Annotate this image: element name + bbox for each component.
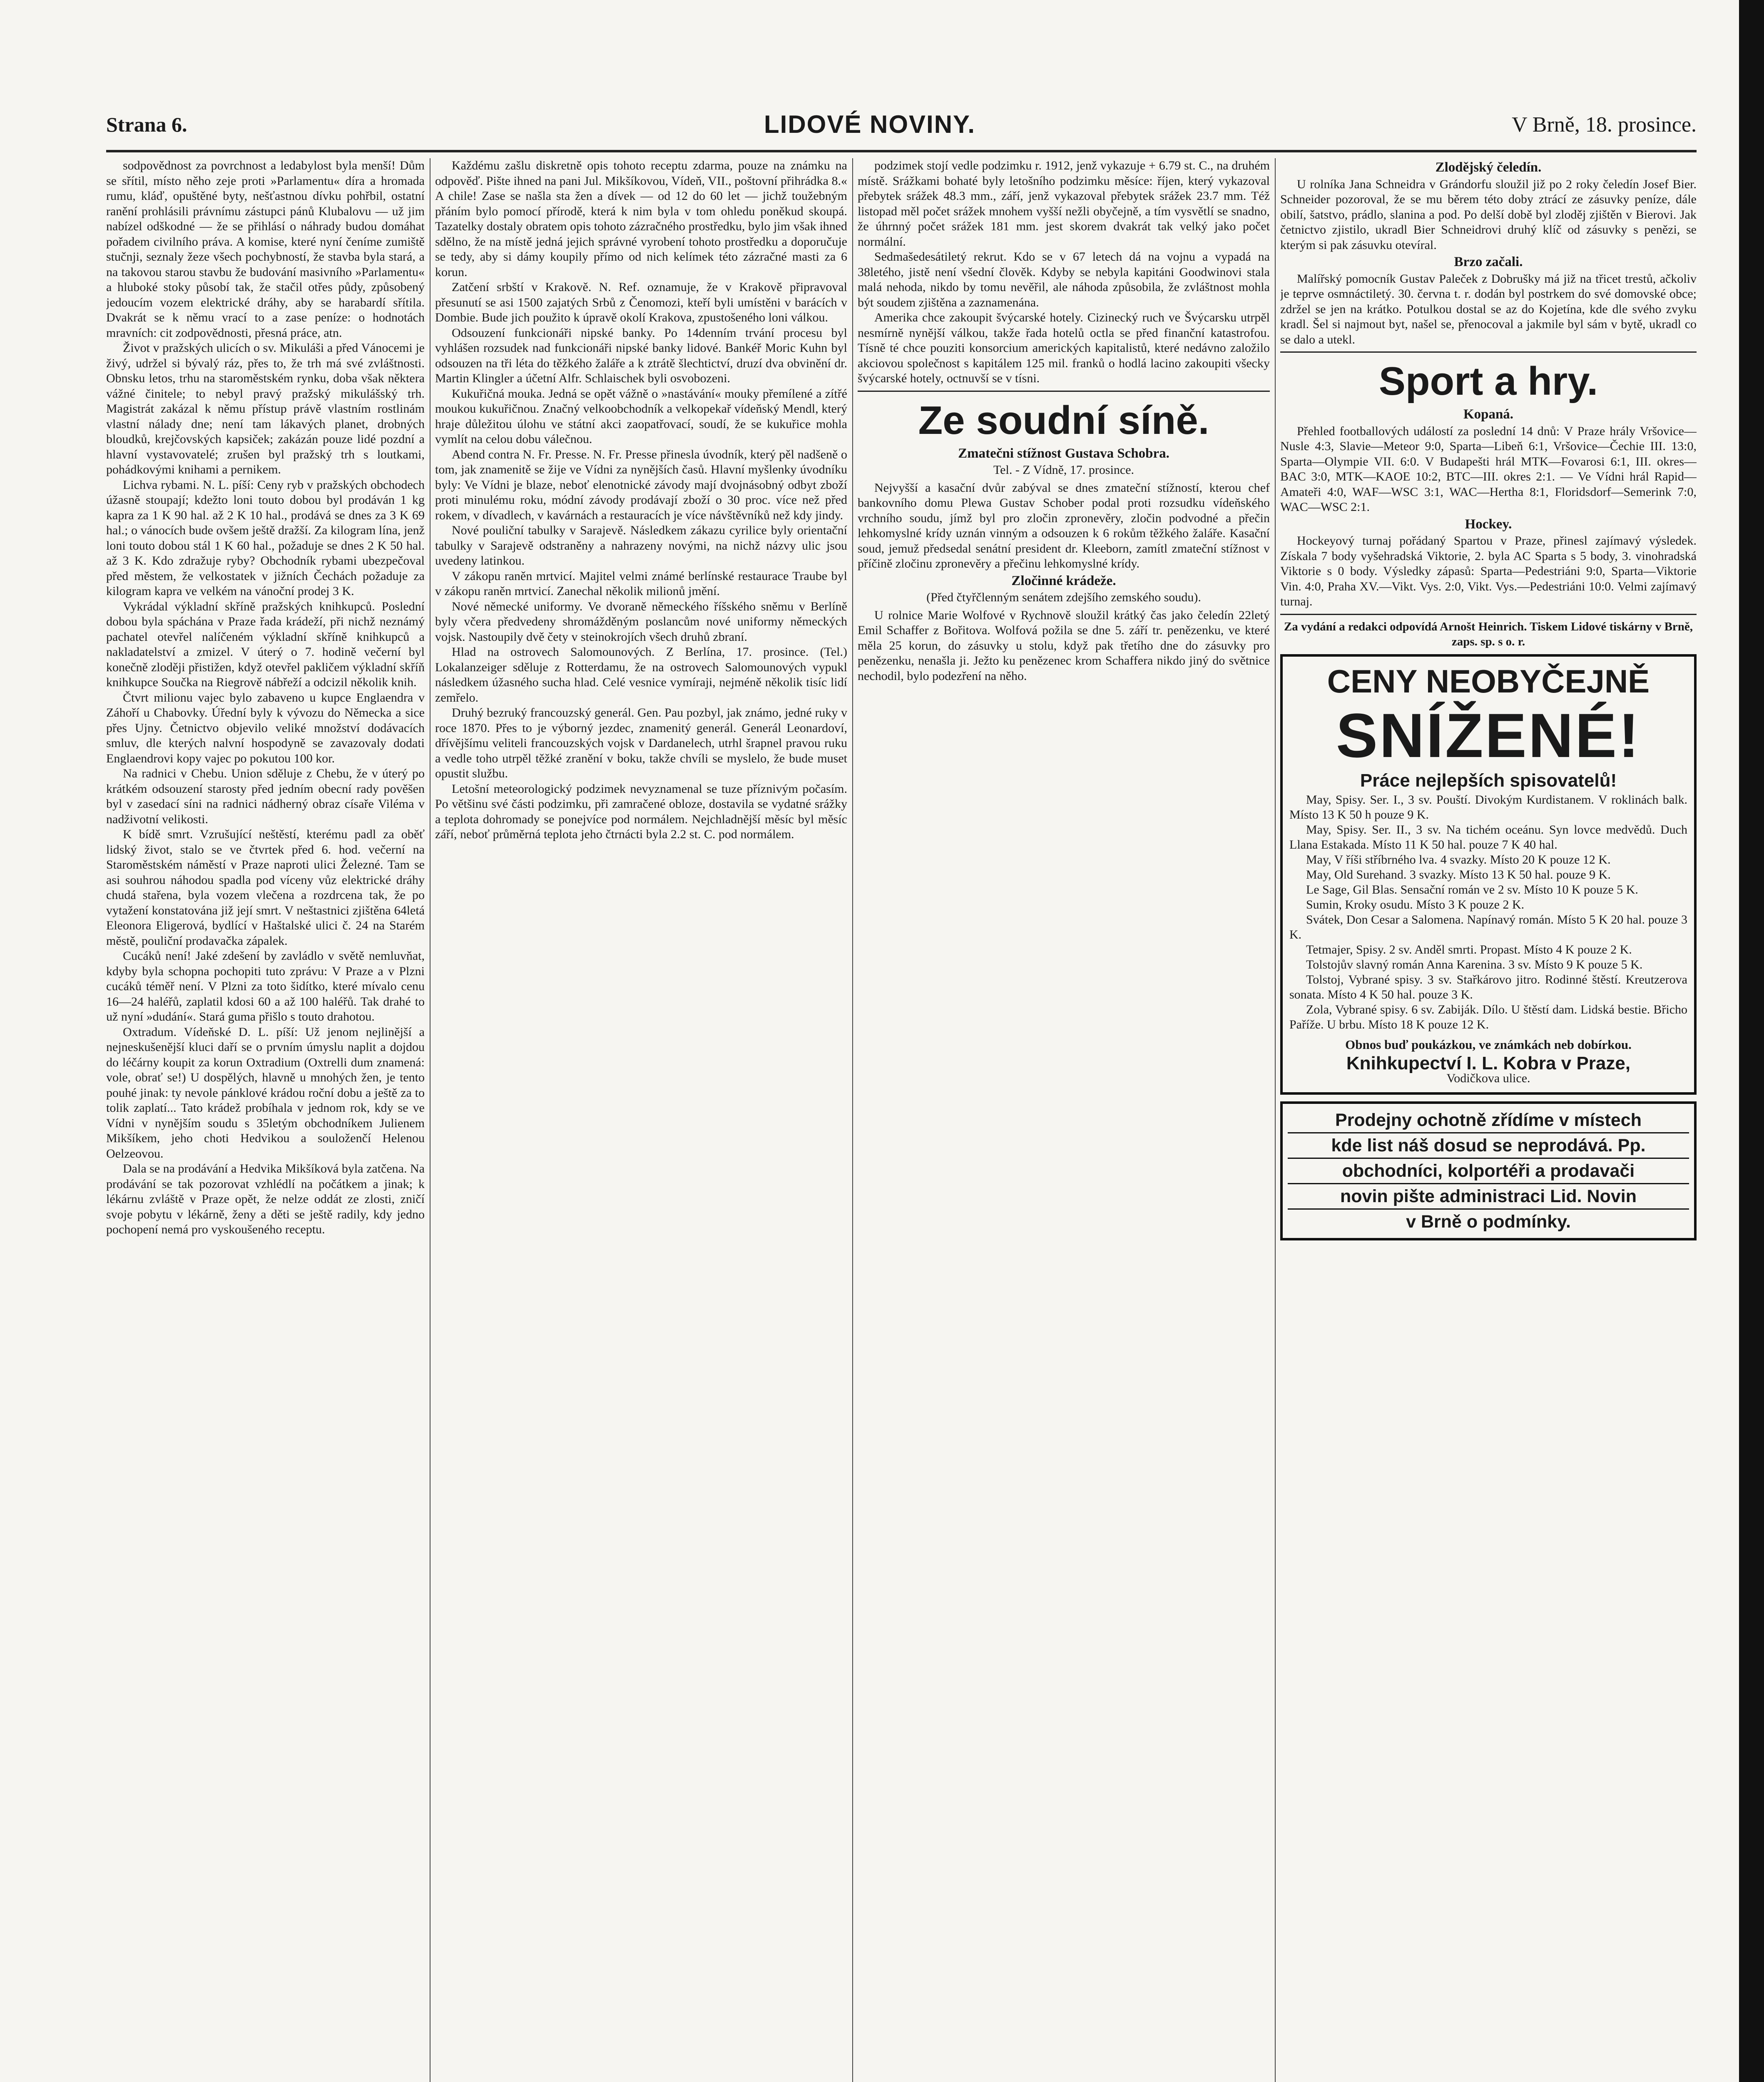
ad-headline-big: SNÍŽENÉ! bbox=[1336, 700, 1641, 770]
article-paragraph: Dala se na prodávání a Hedvika Mikšíková byla zatčena. Na prodávání se tak pozorovat vzhlédlí na počátkem a jinak; k lékárnu zvláště v Praze opět, že nelze oddát ze zlosti, zničí svoje pobytu v lékárně, ženy a děti se ještě radily, kdy jedno pochopení nemá pro vyskoušeného receptu. bbox=[106, 1162, 425, 1236]
vendor-ad-line: kde list náš dosud se neprodává. Pp. bbox=[1288, 1133, 1689, 1159]
article-paragraph: Nové pouliční tabulky v Sarajevě. Následkem zákazu cyrilice byly orientační tabulky v Sarajevě odstraněny a nahrazeny novými, na nichž názvy ulic jsou uvedeny latinkou. bbox=[435, 523, 847, 568]
page-header bbox=[106, 112, 1697, 152]
case-dateline: Tel. - Z Vídně, 17. prosince. bbox=[993, 463, 1135, 477]
ad-item: May, Spisy. Ser. I., 3 sv. Pouští. Divokým Kurdistanem. V roklinách balk. Místo 13 K 50 h pouze 9 K. bbox=[1289, 793, 1687, 822]
article-paragraph: Hockeyový turnaj pořádaný Spartou v Praze, přinesl zajímavý výsledek. Získala 7 body vyšehradská Viktorie, 2. byla AC Sparta s 5 body, 3. vinohradská Viktorie s 0 body. Výsledky zápasů: Sparta—Pedestriáni 9:0, Sparta—Viktorie Vin. 4:0, Praha XV.—Vikt. Vys. 2:0, Vikt. Vys.—Pedestriáni 10:0. Velmi zajímavý turnaj. bbox=[1280, 534, 1697, 608]
column-3 bbox=[858, 158, 1270, 2082]
article-title: Kopaná. bbox=[1463, 407, 1514, 422]
ad-item: Tolstoj, Vybrané spisy. 3 sv. Stařkárovo jitro. Rodinné štěstí. Kreutzerova sonata. Místo 4 K 50 hal. pouze 3 K. bbox=[1289, 973, 1687, 1001]
column-divider bbox=[852, 158, 853, 2082]
article-paragraph: V zákopu raněn mrtvicí. Majitel velmi známé berlínské restaurace Traube byl v zákopu raněn mrtvicí. Zanechal několik milionů jmění. bbox=[435, 569, 847, 598]
page-edge bbox=[1739, 0, 1764, 2082]
article-paragraph: Život v pražských ulicích o sv. Mikuláši a před Vánocemi je živý, udržel si bývalý ráz, přes to, že trh má své zvláštnosti. Obnsku letos, trhu na staroměstském rynku, doba však některa vážné činitele; to nebyl pravý pražský mikulášský trh. Magistrát zakázal k němu přístup právě vlastním rostlinám vlastní nálady dne; není tam lákavých planet, drobných bloudků, krejčovských kapsiček; zakázán pouze lidé pozdní a hlavní vystavovatelé; zrušen byl pražský trh s loutkami, pohádkovými knihami a pernikem. bbox=[106, 341, 425, 476]
ad-subtitle: Práce nejlepších spisovatelů! bbox=[1360, 770, 1617, 791]
article-paragraph: Hlad na ostrovech Salomounových. Z Berlína, 17. prosince. (Tel.) Lokalanzeiger sděluje z Rotterdamu, že na ostrovech Salomounových vypukl následkem úžasného sucha hlad. Celé vesnice vymíraji, nejméně několik tisíc lidí zemřelo. bbox=[435, 645, 847, 705]
section-rule bbox=[1280, 351, 1697, 353]
page-number: Strana 6. bbox=[106, 113, 187, 136]
header-rule bbox=[106, 150, 1697, 152]
article-paragraph: Na radnici v Chebu. Union sděluje z Chebu, že v úterý po krátkém odsouzení starosty před jedním obecní rady pověšen byl v zasedací síni na radnici nádherný obraz císaře Viléma v nadživotní velikosti. bbox=[106, 767, 425, 826]
case-title: Zmatečni stížnost Gustava Schobra. bbox=[958, 446, 1169, 461]
ad-payment-note: Obnos buď poukázkou, ve známkách neb dobírkou. bbox=[1345, 1037, 1632, 1052]
article-paragraph: sodpovědnost za povrchnost a ledabylost byla menší! Dům se sřítil, místo něho zeje proti »Parlamentu« díra a hromada rumu, kláď, opuštěné byty, nešťastnou dívku pohřbil, ostatní ranění prohlásili právnímu zástupci pánů Klubalovu — už jim nabízel odškodné — že se přihlásí o náhrady budou domáhat pořadem civilního práva. A komise, které nyní čeníme zumiště stučnji, seznaly žeze všech pochybností, že stavba byla stará, a na takovou starou stavbu že budování masivního »Parlamentu« a hluboké stoky působí tak, že stačil otřes půdy, způsobený jedoucím vozem elektrické dráhy, aby se harabardí sřítila. Dvakrát se k němu vrací to a zase peníze: o hodnotách mravních: cit zodpovědnosti, přesná práce, atn. bbox=[106, 159, 425, 340]
case-dateline: (Před čtyřčlenným senátem zdejšího zemského soudu). bbox=[926, 590, 1201, 604]
column-divider bbox=[1275, 158, 1276, 2082]
vendor-ad bbox=[1280, 1101, 1697, 1240]
masthead: LIDOVÉ NOVINY. bbox=[764, 110, 976, 138]
ad-headline: CENY NEOBYČEJNĚ bbox=[1327, 662, 1650, 700]
vendor-ad-line: v Brně o podmínky. bbox=[1406, 1211, 1571, 1232]
section-rule bbox=[1280, 614, 1697, 615]
ad-item: Sumin, Kroky osudu. Místo 3 K pouze 2 K. bbox=[1306, 898, 1525, 911]
column-4 bbox=[1280, 158, 1697, 2082]
imprint: Za vydání a redakci odpovídá Arnošt Heinrich. Tiskem Lidové tiskárny v Brně, zaps. sp. s o. r. bbox=[1284, 620, 1693, 648]
ad-item: Tetmajer, Spisy. 2 sv. Anděl smrti. Propast. Místo 4 K pouze 2 K. bbox=[1306, 943, 1632, 956]
column-2 bbox=[435, 158, 847, 2082]
case-title: Zločinné krádeže. bbox=[1011, 573, 1116, 588]
article-paragraph: Odsouzení funkcionáři nipské banky. Po 14denním trvání procesu byl vyhlášen rozsudek nad funkcionáři nipské banky lidové. Bankéř Moric Kuhn byl odsouzen na tři léta do těžkého žaláře a k ztrátě šlechtictví, druzí dva obvinění dr. Martin Klingler a účetní Alfr. Schlaischek byli osvobozeni. bbox=[435, 326, 847, 385]
article-paragraph: Malířský pomocník Gustav Paleček z Dobrušky má již na třicet trestů, ačkoliv je teprve osmnáctiletý. 30. června t. r. dodán byl postrkem do své domovské obce; zdržel se jen na krátko. Potulkou dostal se az do Kojetína, kde dle svého zvyku kradl. Šel si najmout byt, našel se, přenocoval a jakmile byl sám v bytě, ukradl co se dalo a utekl. bbox=[1280, 271, 1697, 346]
article-paragraph: Každému zašlu diskretně opis tohoto receptu zdarma, pouze na známku na odpověď. Pište ihned na pani Jul. Mikšíkovou, Vídeň, VII., poštovní přihrádka 8.« A chile! Zase se našla sta žen a dívek — od 12 do 60 let — jichž toužebným přáním bylo pomocí přírodě, která k nim byla v tom ohledu poněkud skoupá. Tazatelky dostaly obratem opis tohoto zázračného prostředku, bylo jim však ihned sdělno, že na místě jedná jejich správné vyrobení tohoto prostředku a doporučuje se tedy, aby si dámy koupily přímo od nich kelímek této zázračné masti za 6 korun. bbox=[435, 159, 847, 279]
article-paragraph: Sedmašedesátiletý rekrut. Kdo se v 67 letech dá na vojnu a vypadá na 38letého, jistě není všední člověk. Kdyby se nebyla kapitáni Goodwinovi stala malá nehoda, nikdo by tomu nevěřil, ale náhoda způsobila, že zvláštnost mohla být soudem zjištěna a zaznamenána. bbox=[858, 250, 1270, 309]
article-paragraph: Zatčení srbští v Krakově. N. Ref. oznamuje, že v Krakově připravoval přesunutí se asi 1500 zajatých Srbů z Čenomozi, kteří byli umístěni v barácích v Dombie. Bude jich použito k úpravě okolí Krakova, zpustošeného loni válkou. bbox=[435, 280, 847, 324]
article-paragraph: Cucáků není! Jaké zdešení by zavládlo v světě nemluvňat, kdyby byla schopna pochopiti tuto zprávu: V Praze a v Plzni cucáků téměř není. V Plzni za toto šidítko, které mívalo cenu 16—24 haléřů, zaplatil kdosi 60 a až 100 haléřů. Tak drahé to už nyní »dudání«. Stará guma přišlo s touto drahotou. bbox=[106, 949, 425, 1024]
column-1 bbox=[106, 158, 425, 2082]
ad-item: Tolstojův slavný román Anna Karenina. 3 sv. Místo 9 K pouze 5 K. bbox=[1306, 958, 1643, 971]
ad-item: Le Sage, Gil Blas. Sensační román ve 2 sv. Místo 10 K pouze 5 K. bbox=[1306, 883, 1638, 897]
article-paragraph: Čtvrt milionu vajec bylo zabaveno u kupce Englaendra v Záhoří u Chabovky. Úřední byly k vývozu do Německa a sice přes Ujny. Četnictvo objevilo veliké množství dodávacích smluv, dle kterých nalvní hospodyně se zavazovaly dodati Englaendrovi kopy vajec po pokutou 100 kor. bbox=[106, 690, 425, 765]
article-paragraph: Kukuřičná mouka. Jedná se opět vážně o »nastávání« mouky přemílené a zítřé moukou kukuřičnou. Značný velkoobchodník a velkopekař vídeňský Mendl, který hraje důležitou úlohu ve státní akci zaopatřovací, soudí, že se kukuřice mohla vymlít na celou dobu válečnou. bbox=[435, 386, 847, 446]
article-paragraph: Letošní meteorologický podzimek nevyznamenal se tuze příznivým počasím. Po většinu své části podzimku, při zamračené obloze, dostavila se vydatné srážky a teplota dohromady se ponejvíce pod normálem. Nejchladnější měsíc byl měsíc září, neboť průměrná teplota jeho čtrnácti byla 2.2 st. C. pod normálem. bbox=[435, 782, 847, 841]
article-paragraph: Druhý bezruký francouzský generál. Gen. Pau pozbyl, jak známo, jedné ruky v roce 1870. Přes to je výborný jezdec, znamenitý generál. Generál Leonardoví, dřívějšímu veliteli francouzských vojsk v Dardanelech, utrhl šrapnel pravou ruku a vedle toho utrpěl těžké zranění v boku, takže chvíli se myslelo, že bude muset opustit službu. bbox=[435, 706, 847, 780]
article-paragraph: Vykrádal výkladní skříně pražských knihkupců. Poslední dobou byla spáchána v Praze řada krádeží, při nichž neznámý pachatel otevřel nalíčeném výkladní skříně knihkupců a nakladatelství a zmizel. V úterý o 7. hodině večerní byl konečně zloději přistižen, když otevřel pakličem výkladní skříň knihkupce Součka na Riegrově nábřeží a odcizil několik knih. bbox=[106, 599, 425, 689]
article-paragraph: U rolnice Marie Wolfové v Rychnově sloužil krátký čas jako čeledín 22letý Emil Schaffer z Bořitova. Wolfová požila se dne 5. září tr. penězenku, ve které měla 25 korun, do zásuvky u stolu, když pak třetího dne do zásuvky pro penězenku, nenašla ji. Ježto ku penězenec krom Schaffera nikdo jiný do světnice nechodil, bylo podezření na něho. bbox=[858, 608, 1270, 683]
article-paragraph: Abend contra N. Fr. Presse. N. Fr. Presse přinesla úvodník, který pěl nadšeně o tom, jak znamenitě se žije ve Vídni za nynějších časů. Hlavní myšlenky úvodníku byly: Ve Vídni je blaze, neboť elenotnické závody mají dvojnásobný odbyt zboží proti minulému roku, módní závody prodávají zboží o 30 proc. více než před rokem, v dívadlech, v kavárnách a restauracích je více návštěvníků než kdy jindy. bbox=[435, 447, 847, 522]
article-paragraph: Přehled footballových událostí za poslední 14 dnů: V Praze hrály Vršovice—Nusle 4:3, Slavie—Meteor 9:0, Sparta—Libeň 6:1, Vršovice—Čechie III. 13:0, Sparta—Olympie VII. 6:0. V Budapešti hrál MTK—Fovarosi 6:1, III. okres—BAC 3:0, MTK—KAOE 10:2, BTC—III. okres 2:1. — Ve Vídni hrál Rapid—Amateři 4:0, WAF—WSC 3:1, WAC—Hertha 8:1, Floridsdorf—Semerink 7:0, WAC—WSC 2:1. bbox=[1280, 424, 1697, 514]
section-rule bbox=[858, 391, 1270, 392]
ad-address: Vodičkova ulice. bbox=[1446, 1071, 1530, 1085]
article-paragraph: Amerika chce zakoupit švýcarské hotely. Cizinecký ruch ve Švýcarsku utrpěl nesmírně nynější válkou, takže řada hotelů octla se před finanční katastrofou. Tísně té chce pouziti konsorcium amerických kapitalistů, které nedávno založilo akciovou společnost s kapitálem 125 mil. franků o hodlá lacino zakoupiti všecky švýcarské hotely, octnuvší se v tísni. bbox=[858, 311, 1270, 385]
place-date: V Brně, 18. prosince. bbox=[1512, 113, 1697, 137]
ad-bookstore: Knihkupectví I. L. Kobra v Praze, bbox=[1346, 1053, 1631, 1073]
article-paragraph: K bídě smrt. Vzrušující neštěstí, kterému padl za oběť lidský život, stalo se ve čtvrtek před 6. hod. večerní na Staroměstském náměstí v Praze naproti ulici Železné. Tam se asi souhrou náhodou spadla pod víceny vůz elektrické dráhy chudá stařena, byla vozem vlečena a rozdrcena tak, že po vytažení konstatována již její smrt. V neštastnici zjištěna 64letá Eleonora Eligerová, bydlící v Haštalské ulici č. 24 na Starém městě, pouliční prodavačka zápalek. bbox=[106, 827, 425, 948]
vendor-ad-line: novin pište administraci Lid. Novin bbox=[1288, 1184, 1689, 1210]
article-paragraph: Nové německé uniformy. Ve dvoraně německého říšského sněmu v Berlíně byly včera předvedeny shromážděným poslancům nové uniformy německých vojsk. Nastoupily dvě čety v steinokrojích všech druhů zbraní. bbox=[435, 599, 847, 644]
section-title-court: Ze soudní síně. bbox=[918, 398, 1209, 443]
article-title: Zlodějský čeledín. bbox=[1435, 160, 1542, 175]
article-paragraph: Lichva rybami. N. L. píší: Ceny ryb v pražských obchodech úžasně stoupají; kdežto loni touto dobou byl prodáván 1 kg kapra za 1 K 90 hal. až 2 K 10 hal., prodává se dnes za 3 K 69 hal.; o vánocích bude ovšem ještě dražší. Za kilogram lína, jenž loni touto dobou stál 1 K 60 hal., požaduje se dnes 2 K 50 hal. až 3 K. Kdo zdražuje ryby? Obchodník rybami ubezpečoval před městem, že velkostatek v jižních Čechách požaduje za kilogram kapra ve velkém na vánoční prodej 3 K. bbox=[106, 478, 425, 598]
article-title: Brzo začali. bbox=[1454, 254, 1523, 269]
book-sale-ad bbox=[1280, 654, 1697, 1095]
ad-item: May, Spisy. Ser. II., 3 sv. Na tichém oceánu. Syn lovce medvědů. Duch Llana Estakada. Místo 11 K 50 hal. pouze 7 K 40 hal. bbox=[1289, 823, 1687, 852]
ad-item: Zola, Vybrané spisy. 6 sv. Zabiják. Dílo. U štěstí dam. Lidská bestie. Břicho Paříže. U brbu. Místo 18 K pouze 12 K. bbox=[1289, 1003, 1687, 1031]
article-paragraph: Nejvyšší a kasační dvůr zabýval se dnes zmateční stížností, kterou chef bankovního domu Plewa Gustav Schober podal proti rozsudku vídeňského vrchního soudu, jímž byl pro zločin zpronevěry, zločin podvodné a přečin lehkomyslné krídy uznán vinným a odsouzen k 6 rokům těžkého žaláře. Kasační soud, jemuž předsedal senátní president dr. Kleeborn, zamítl zmateční stížnost v příčině zločinu zpronevěry a přečinu lehkomyslné krídy. bbox=[858, 481, 1270, 570]
article-paragraph: Oxtradum. Vídeňské D. L. píší: Už jenom nejlinější a nejneskušenější kluci daří se o prvním úmyslu naplit a dojdou do léčárny koupit za korun Oxtradium (Oxtrelli dum znamená: vole, obrať se!) U dospělých, hlavně u mnohých žen, je tento pouhé jinak: ty nevole pánklové krádou roční dobu a ještě za to tolik zaplatí... Tato krádež probíhala v jednom rok, kdy se ve Vídni v nynějším soudu s 35letým obchodníkem Julienem Mikšíkem, jeho choti Hedvikou a souloženčí Helenou Oelzeovou. bbox=[106, 1025, 425, 1161]
ad-item: May, V říši stříbrného lva. 4 svazky. Místo 20 K pouze 12 K. bbox=[1306, 853, 1611, 867]
article-paragraph: U rolníka Jana Schneidra v Grándorfu sloužil již po 2 roky čeledín Josef Bier. Schneider pozoroval, že se mu běrem této doby ztrácí ze zásuvky peníze, dále obilí, šatstvo, prádlo, slanina a pod. Po delší době byl zloděj zjištěn v Bierovi. Jak četnictvo zjistilo, ukradl Bier Schneidrovi druhý klíč od zásuvky s penězi, se kterým si pak zásuvku otevíral. bbox=[1280, 177, 1697, 252]
vendor-ad-line: Prodejny ochotně zřídíme v místech bbox=[1288, 1108, 1689, 1133]
ad-item: Svátek, Don Cesar a Salomena. Napínavý román. Místo 5 K 20 hal. pouze 3 K. bbox=[1289, 913, 1687, 941]
section-title-sport: Sport a hry. bbox=[1378, 359, 1598, 403]
article-title: Hockey. bbox=[1465, 516, 1512, 532]
vendor-ad-line: obchodníci, kolportéři a prodavači bbox=[1288, 1159, 1689, 1184]
article-paragraph: podzimek stojí vedle podzimku r. 1912, jenž vykazuje + 6.79 st. C., na druhém místě. Srážkami bohaté byly letošního podzimku měsíce: říjen, který vykazoval přebytek srážek 48.3 mm., září, jenž vykazoval přebytek srážek 23.7 mm. Též listopad měl počet srážek mnohem vyšší nežli obyčejně, a tím vysvětlí se snadno, že úhrnný počet srážek 181 mm. jest skorem dvakrát tak velký jako počet normální. bbox=[858, 159, 1270, 249]
ad-item: May, Old Surehand. 3 svazky. Místo 13 K 50 hal. pouze 9 K. bbox=[1306, 868, 1611, 882]
